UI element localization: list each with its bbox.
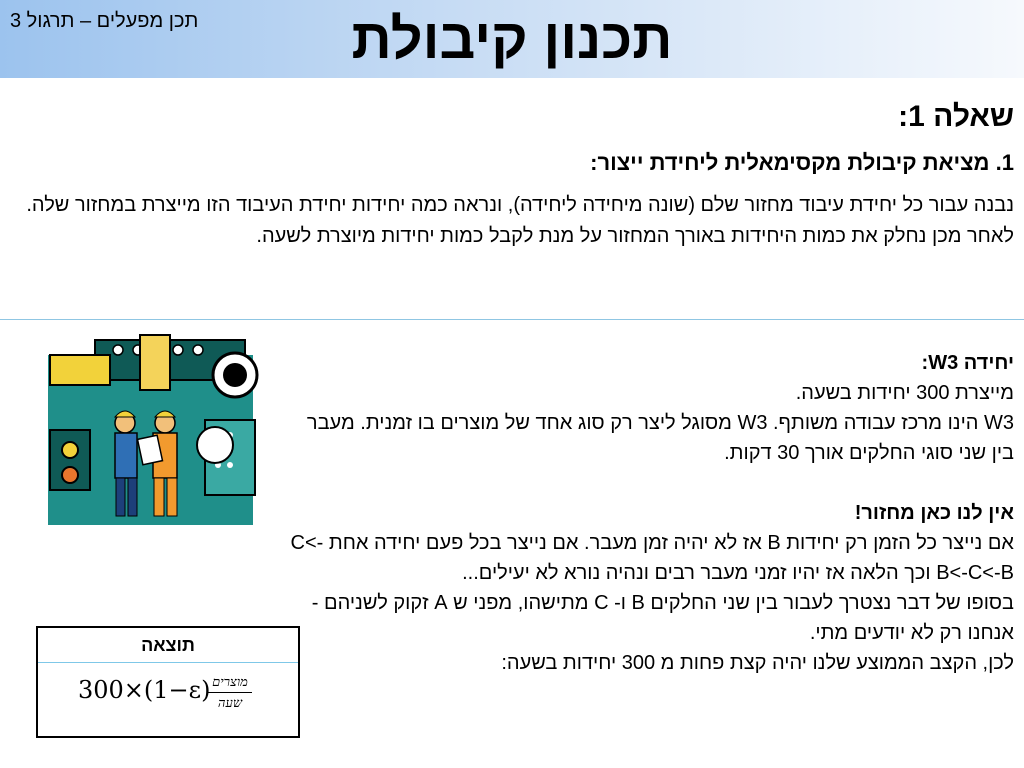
no-cycle-line-3: לכן, הקצב הממוצע שלנו יהיה קצת פחות מ 300 יחידות בשעה: — [501, 652, 1014, 674]
factory-workers-illustration — [40, 325, 265, 530]
unit-heading: יחידה W3: — [921, 352, 1014, 374]
result-box — [36, 626, 300, 738]
slide-header — [0, 0, 1024, 78]
unit-line-2: W3 הינו מרכז עבודה משותף. W3 מסוגל ליצר רק סוג אחד של מוצרים בו זמנית. מעבר בין שני סוגי החלקים אורך 30 דקות. — [306, 412, 1014, 464]
result-fraction — [208, 674, 252, 711]
question-subtitle: 1. מציאת קיבולת מקסימאלית ליחידת ייצור: — [590, 150, 1014, 175]
no-cycle-line-1: אם נייצר כל הזמן רק יחידות B אז לא יהיה זמן מעבר. אם נייצר בכל פעם יחידה אחת C<-B<-C<-B וכך הלאה אז יהיו זמני מעבר רבים ונהיה נורא לא יעילים... — [290, 532, 1014, 584]
question-title: שאלה 1: — [898, 100, 1014, 133]
fraction-denominator: שעה — [217, 696, 243, 711]
fraction-numerator: מוצרים — [208, 674, 252, 693]
section-divider — [0, 319, 1024, 320]
course-label: תכן מפעלים – תרגול 3 — [10, 10, 199, 32]
result-heading: תוצאה — [38, 628, 298, 663]
result-formula: 300×(1−ε) — [78, 676, 211, 704]
question-paragraph: נבנה עבור כל יחידת עיבוד מחזור שלם (שונה מיחידה ליחידה), ונראה כמה יחידות יחידת העיבוד הזו מייצרת במחזור שלה. לאחר מכן נחלק את כמות היחידות באורך המחזור על מנת לקבל כמות יחידות מיוצרת לשעה. — [26, 194, 1014, 247]
no-cycle-heading: אין לנו כאן מחזור! — [854, 502, 1014, 524]
spacer — [284, 468, 1014, 498]
no-cycle-line-2: בסופו של דבר נצטרך לעבור בין שני החלקים B ו- C מתישהו, מפני ש A זקוק לשניהם - אנחנו רק לא יודעים מתי. — [311, 592, 1014, 644]
slide-title: תכנון קיבולת — [351, 7, 673, 70]
unit-line-1: מייצרת 300 יחידות בשעה. — [795, 382, 1014, 404]
unit-section — [284, 348, 1014, 678]
